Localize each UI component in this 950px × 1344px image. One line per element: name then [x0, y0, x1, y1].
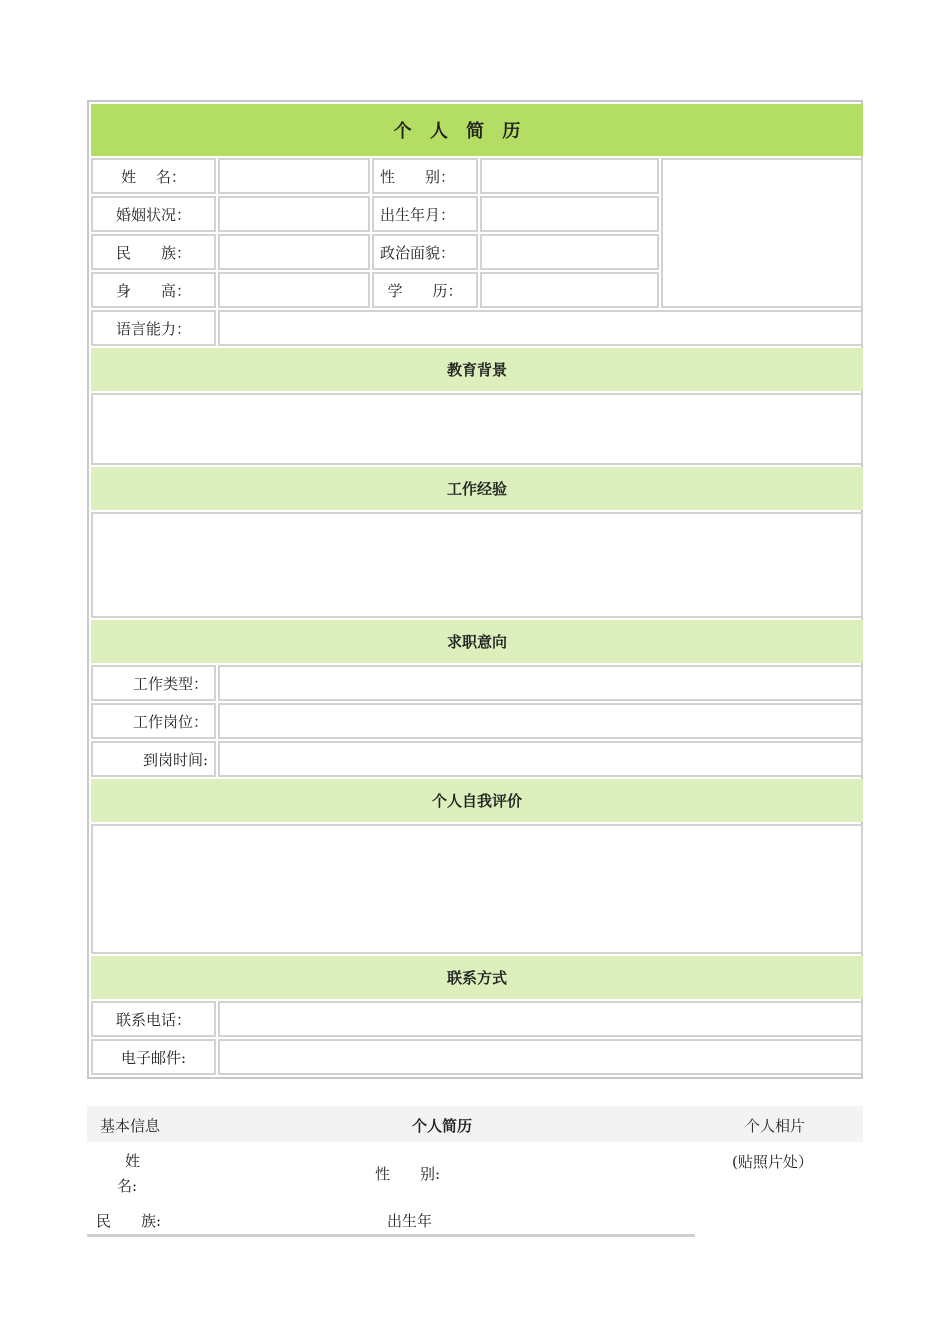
- ethnicity-label: 民 族：: [91, 234, 216, 270]
- job-position-field[interactable]: [218, 703, 863, 739]
- education-section-title: 教育背景: [91, 348, 863, 391]
- contact-section-title: 联系方式: [91, 956, 863, 999]
- phone-field[interactable]: [218, 1001, 863, 1037]
- row-name-gender: [91, 158, 863, 194]
- photo-cell[interactable]: [661, 158, 863, 308]
- education-content-row: [91, 393, 863, 465]
- basic-info-heading: 基本信息: [100, 1117, 161, 1135]
- second-resume-divider: [87, 1234, 695, 1237]
- work-section-header-row: [91, 467, 863, 510]
- ethnicity-field[interactable]: [218, 234, 370, 270]
- height-field[interactable]: [218, 272, 370, 308]
- second-birth-label: 出生年: [387, 1212, 433, 1230]
- resume-title: 个 人 简 历: [91, 104, 863, 156]
- second-name-label-line1: 姓: [125, 1152, 141, 1170]
- contact-section-header-row: [91, 956, 863, 999]
- resume-title-row: [91, 104, 863, 156]
- email-label: 电子邮件:: [91, 1039, 216, 1075]
- self-eval-content[interactable]: [91, 824, 863, 954]
- resume-table: [89, 102, 865, 1077]
- marital-label: 婚姻状况：: [91, 196, 216, 232]
- education-section-header-row: [91, 348, 863, 391]
- intent-section-title: 求职意向: [91, 620, 863, 663]
- second-gender-label: 性 别:: [375, 1165, 441, 1183]
- birth-field[interactable]: [480, 196, 659, 232]
- start-time-label: 到岗时间:: [91, 741, 216, 777]
- education-level-label: 学 历：: [372, 272, 478, 308]
- self-eval-section-header-row: [91, 779, 863, 822]
- name-label: 姓 名：: [91, 158, 216, 194]
- birth-label: 出生年月：: [372, 196, 478, 232]
- gender-label: 性 别：: [372, 158, 478, 194]
- row-email: [91, 1039, 863, 1075]
- language-field[interactable]: [218, 310, 863, 346]
- row-job-position: [91, 703, 863, 739]
- gender-field[interactable]: [480, 158, 659, 194]
- row-phone: [91, 1001, 863, 1037]
- job-position-label: 工作岗位：: [91, 703, 216, 739]
- name-field[interactable]: [218, 158, 370, 194]
- photo-placeholder-hint: (贴照片处）: [732, 1153, 813, 1171]
- email-field[interactable]: [218, 1039, 863, 1075]
- work-section-title: 工作经验: [91, 467, 863, 510]
- second-resume-fragment: [87, 1106, 863, 1238]
- row-start-time: [91, 741, 863, 777]
- height-label: 身 高：: [91, 272, 216, 308]
- resume-form: [87, 100, 863, 1079]
- education-level-field[interactable]: [480, 272, 659, 308]
- political-label: 政治面貌：: [372, 234, 478, 270]
- marital-field[interactable]: [218, 196, 370, 232]
- row-language: [91, 310, 863, 346]
- photo-heading: 个人相片: [745, 1117, 806, 1135]
- self-eval-section-title: 个人自我评价: [91, 779, 863, 822]
- row-job-type: [91, 665, 863, 701]
- language-label: 语言能力：: [91, 310, 216, 346]
- work-content-row: [91, 512, 863, 618]
- job-type-field[interactable]: [218, 665, 863, 701]
- job-type-label: 工作类型：: [91, 665, 216, 701]
- education-content[interactable]: [91, 393, 863, 465]
- work-content[interactable]: [91, 512, 863, 618]
- start-time-field[interactable]: [218, 741, 863, 777]
- political-field[interactable]: [480, 234, 659, 270]
- phone-label: 联系电话：: [91, 1001, 216, 1037]
- second-ethnicity-label: 民 族:: [96, 1212, 162, 1230]
- second-resume-title: 个人简历: [412, 1117, 473, 1135]
- intent-section-header-row: [91, 620, 863, 663]
- self-eval-content-row: [91, 824, 863, 954]
- second-name-label-line2: 名:: [117, 1177, 138, 1195]
